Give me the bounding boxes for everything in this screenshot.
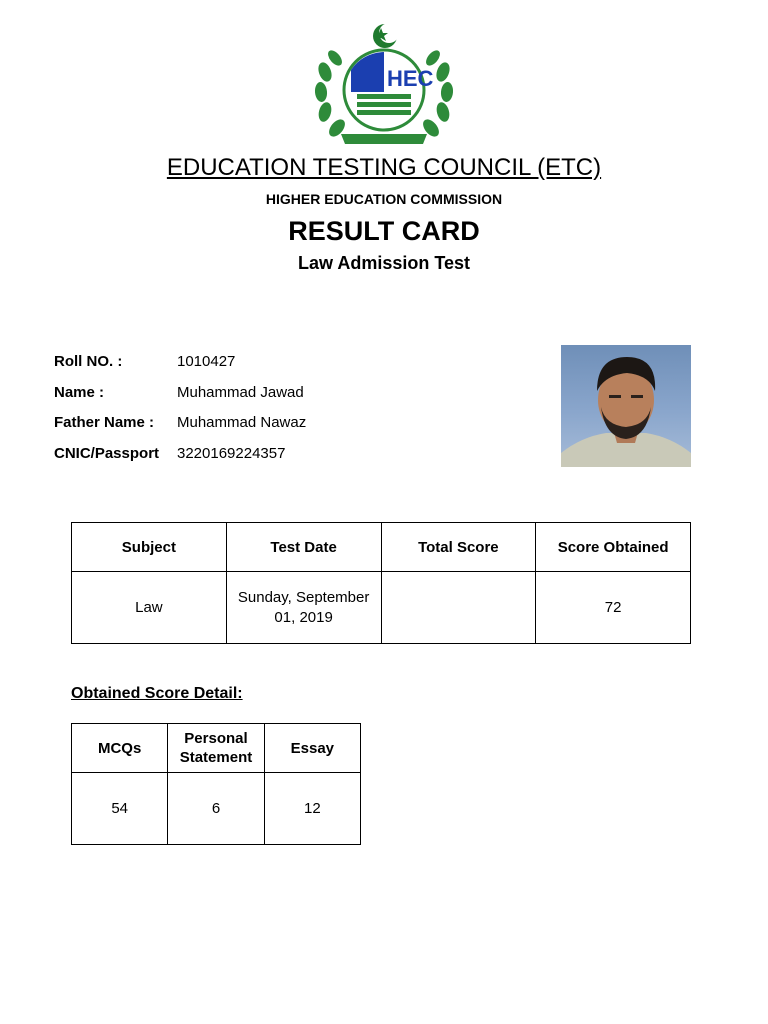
page-title: RESULT CARD <box>288 216 480 246</box>
mcqs-cell: 54 <box>72 773 168 845</box>
score-obtained-cell: 72 <box>536 572 691 644</box>
personal-statement-cell: 6 <box>168 773 264 845</box>
result-table <box>71 522 691 644</box>
cnic-label: CNIC/Passport <box>54 445 160 462</box>
name-label: Name : <box>54 384 105 401</box>
column-header: Subject <box>72 523 227 572</box>
test-date-cell: Sunday, September 01, 2019 <box>226 572 381 644</box>
father-label: Father Name : <box>54 414 155 431</box>
table-header-row <box>72 523 691 572</box>
table-row <box>72 773 361 845</box>
table-header-row <box>72 724 361 773</box>
table-row <box>72 572 691 644</box>
name-value: Muhammad Jawad <box>177 384 304 401</box>
detail-title: Obtained Score Detail: <box>71 685 243 702</box>
score-detail-table <box>71 723 361 845</box>
commission-name: HIGHER EDUCATION COMMISSION <box>265 191 503 207</box>
column-header: Personal Statement <box>168 724 264 773</box>
logo-text: HEC <box>387 66 434 91</box>
column-header: MCQs <box>72 724 168 773</box>
father-value: Muhammad Nawaz <box>177 414 307 431</box>
roll-value: 1010427 <box>177 353 236 370</box>
column-header: Test Date <box>226 523 381 572</box>
column-header: Essay <box>264 724 360 773</box>
cnic-value: 3220169224357 <box>177 445 286 462</box>
total-score-cell <box>381 572 536 644</box>
column-header: Total Score <box>381 523 536 572</box>
subject-cell: Law <box>72 572 227 644</box>
council-name: EDUCATION TESTING COUNCIL (ETC) <box>166 154 602 181</box>
hec-logo <box>311 22 457 152</box>
candidate-photo <box>561 345 691 467</box>
test-name: Law Admission Test <box>297 253 471 273</box>
roll-label: Roll NO. : <box>54 353 123 370</box>
column-header: Score Obtained <box>536 523 691 572</box>
essay-cell: 12 <box>264 773 360 845</box>
